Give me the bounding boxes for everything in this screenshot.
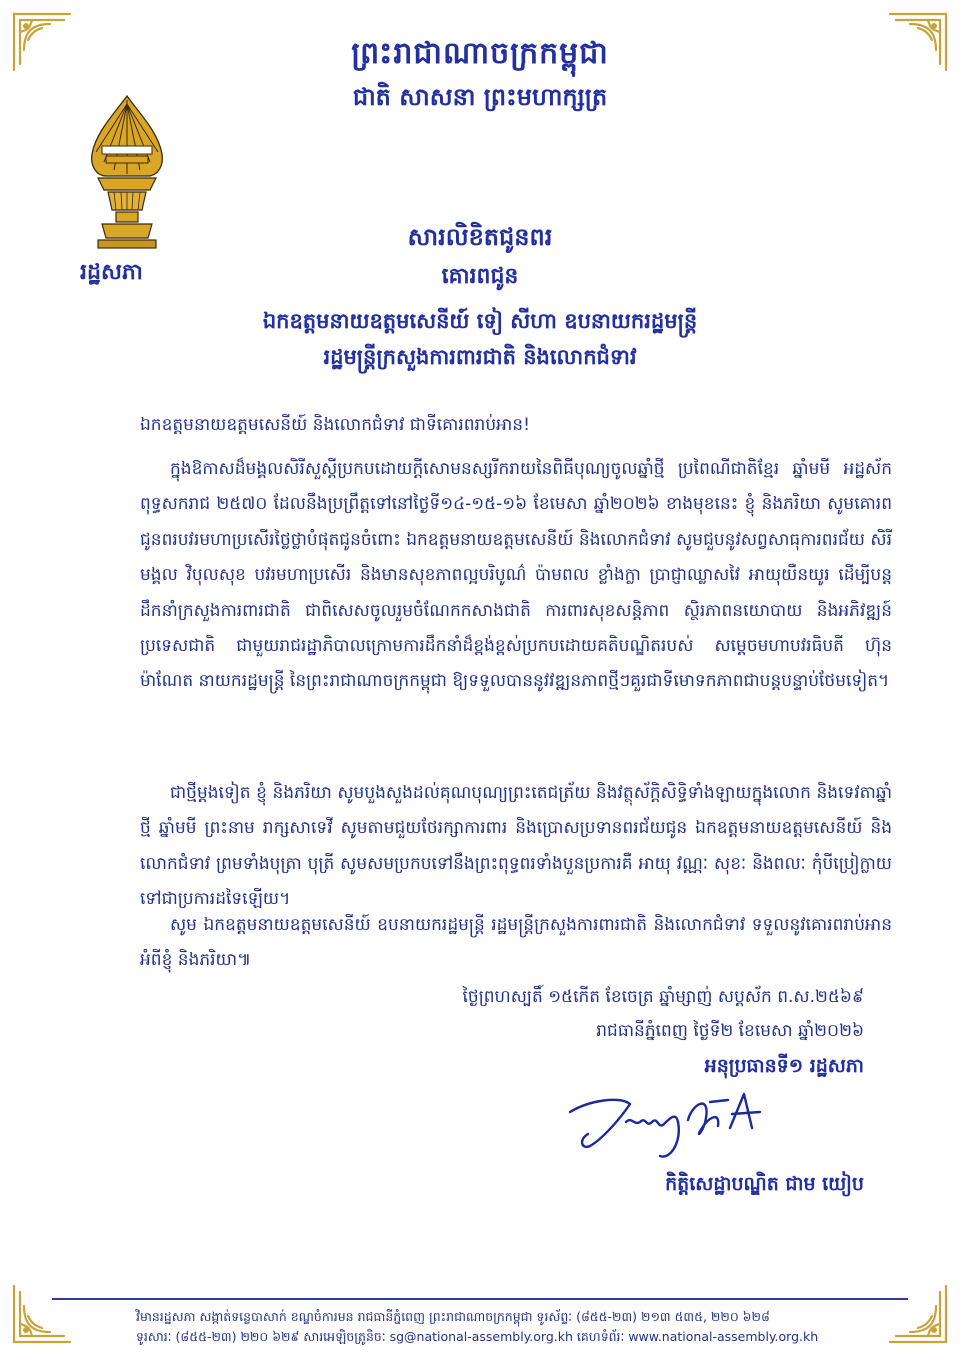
- handwritten-signature: [560, 1082, 780, 1172]
- footer-address: វិមានរដ្ឋសភា សង្កាត់ទន្លេបាសាក់ ខណ្ឌចំការមន រាជធានីភ្នំពេញ ព្រះរាជាណាចក្រកម្ពុជា ទូរស័ព្ទៈ (៨៥៥-២៣) ២១៣ ៥៣៥, ២២០ ៦២៨: [136, 1309, 770, 1324]
- body-paragraph-1: ក្នុងឱកាសដ៏មង្គលសិរីសួស្តីប្រកបដោយក្តីសោមនស្សរីករាយនៃពិធីបុណ្យចូលឆ្នាំថ្មី ប្រពៃណីជាតិខ្មែរ ឆ្នាំមមី អដ្ឋស័ក ពុទ្ធសករាជ ២៥៧០ ដែលនឹងប្រព្រឹត្តទៅនៅថ្ងៃទី១៤-១៥-១៦ ខែមេសា ឆ្នាំ២០២៦ ខាងមុខនេះ ខ្ញុំ និងភរិយា សូមគោរពជូនពរបវរមហាប្រសើរថ្លៃថ្លាបំផុតជូនចំពោះ ឯកឧត្តមនាយឧត្តមសេនីយ៍ និងលោកជំទាវ សូមជួបនូវសព្វសាធុការពរជ័យ សិរីមង្គល វិបុលសុខ បវរមហាប្រសើរ និងមានសុខភាពល្អបរិបូណ៌ ប៉ាមពល ខ្លាំងក្លា ប្រាជ្ញាឈ្លាសវៃ អាយុយឺនយូរ ដើម្បីបន្តដឹកនាំក្រសួងការពារជាតិ ជាពិសេសចូលរួមចំណែកកសាងជាតិ ការពារសុខសន្តិភាព ស្ថិរភាពនយោបាយ និងអភិវឌ្ឍន៍ប្រទេសជាតិ ជាមួយរាជរដ្ឋាភិបាលក្រោមការដឹកនាំដ៏ខ្ពង់ខ្ពស់ប្រកបដោយគតិបណ្ឌិតរបស់ សម្តេចមហាបវរធិបតី ហ៊ុន ម៉ាណែត នាយករដ្ឋមន្ត្រី នៃព្រះរាជាណាចក្រកម្ពុជា ឱ្យទទួលបាននូវវឌ្ឍនភាពថ្មីៗគួរជាទីមោទកភាពជាបន្តបន្ទាប់ថែមទៀត។: [140, 459, 892, 692]
- kingdom-heading: ព្រះរាជាណាចក្រកម្ពុជា: [351, 36, 609, 71]
- body-paragraph-3: សូម ឯកឧត្តមនាយឧត្តមសេនីយ៍ ឧបនាយករដ្ឋមន្ត្រី រដ្ឋមន្ត្រីក្រសួងការពារជាតិ និងលោកជំទាវ ទទួលនូវគោរពរាប់អានអំពីខ្ញុំ និងភរិយា៕: [140, 915, 892, 971]
- salutation: ឯកឧត្តមនាយឧត្តមសេនីយ៍ និងលោកជំទាវ ជាទីគោរពរាប់អាន!: [140, 415, 530, 435]
- respect-line: គោរពជូន: [441, 264, 519, 289]
- corner-ornament-bottom-left: [10, 1282, 74, 1346]
- footer-divider: [52, 1298, 908, 1300]
- corner-ornament-top-left: [10, 10, 74, 74]
- lunar-date: ថ្ងៃព្រហស្បតិ៍ ១៥កើត ខែចេត្រ ឆ្នាំម្សាញ់ សប្តស័ក ព.ស.២៥៦៩: [462, 987, 864, 1007]
- signer-name: កិត្តិសេដ្ឋាបណ្ឌិត ជាម យៀប: [665, 1173, 864, 1195]
- signer-title: អនុប្រធានទី១ រដ្ឋសភា: [704, 1055, 864, 1077]
- body-paragraph-2: ជាថ្មីម្តងទៀត ខ្ញុំ និងភរិយា សូមបួងសួងដល់គុណបុណ្យព្រះតេជត្រ័យ និងវត្ថុស័ក្តិសិទ្ធិទាំងឡាយក្នុងលោក និងទេវតាឆ្នាំថ្មី ឆ្នាំមមី ព្រះនាម រាក្សសាទេវី សូមតាមជួយថែរក្សាការពារ និងប្រោសប្រទានពរជ័យជូន ឯកឧត្តមនាយឧត្តមសេនីយ៍ និងលោកជំទាវ ព្រមទាំងបុត្រា បុត្រី សូមសមប្រកបទៅនឹងព្រះពុទ្ធពរទាំងបួនប្រការគឺ អាយុ វណ្ណៈ សុខៈ និងពលៈ កុំបីប្រៀក្លាយទៅជាប្រការដទៃឡើយ។: [140, 783, 892, 910]
- organization-name: រដ្ឋសភា: [80, 260, 143, 285]
- national-motto: ជាតិ សាសនា ព្រះមហាក្សត្រ: [352, 83, 608, 111]
- recipient-line-2: រដ្ឋមន្ត្រីក្រសួងការពារជាតិ និងលោកជំទាវ: [323, 345, 637, 369]
- civil-date: រាជធានីភ្នំពេញ ថ្ងៃទី២ ខែមេសា ឆ្នាំ២០២៦: [596, 1021, 864, 1041]
- footer-contact: ទូរសារៈ (៨៥៥-២៣) ២២០ ៦២៩ សារអេឡិចត្រូនិចៈ sg@national-assembly.org.kh គេហទំព័រៈ www.national-assembly.org.kh: [136, 1329, 819, 1344]
- national-assembly-emblem-icon: [84, 92, 170, 252]
- corner-ornament-top-right: [886, 10, 950, 74]
- letter-title: សារលិខិតជូនពរ: [407, 223, 553, 251]
- recipient-line-1: ឯកឧត្តមនាយឧត្តមសេនីយ៍ ទៀ សីហា ឧបនាយករដ្ឋមន្ត្រី: [262, 309, 698, 333]
